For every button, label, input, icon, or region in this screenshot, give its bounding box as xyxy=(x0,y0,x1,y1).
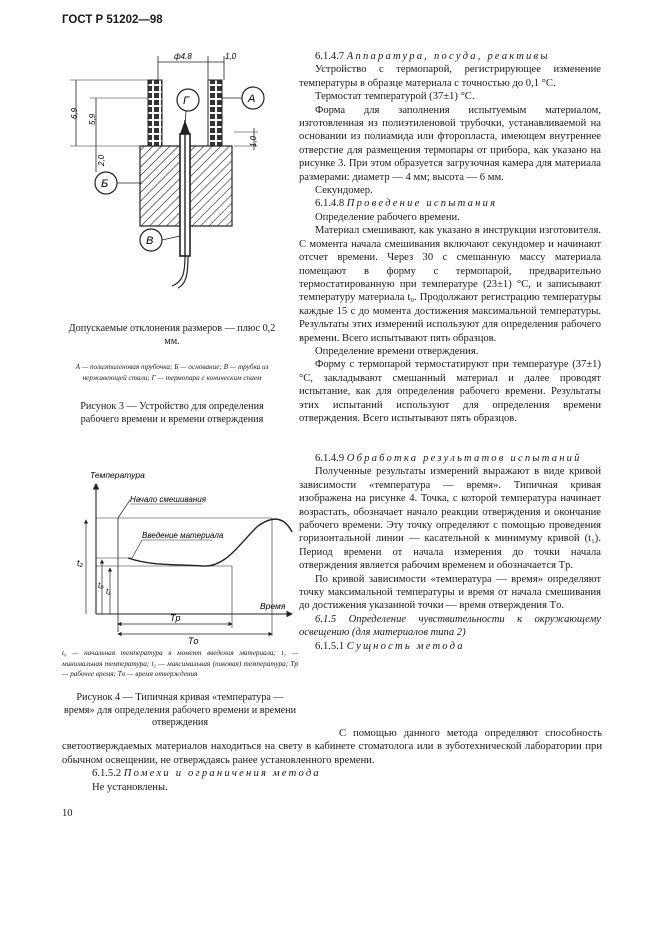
label-a: А xyxy=(248,93,256,105)
label-t0: t₀ xyxy=(98,581,104,590)
paragraph: По кривой зависимости «температура — время» определяют точку максимальной температуры и время от начала смешивания до достижения указанной точки — время отверждения Tо. xyxy=(299,573,601,612)
figure-4-legend: t₀ — начальная температура в момент введения материала; t₁ — минимальная температура; t₂ — максимальная (пиковая) температура; Tр — рабочее время; Tо — время отверждения xyxy=(62,649,298,678)
paragraph: Полученные результаты измерений выражают в виде кривой зависимости «температура — время». Типичная кривая изображена на рисунке 4. Точка, с которой температура начинает возрастать, обозначает начало реакции отверждения и окончание рабочего времени. Эту точку определяют с помощью проведения горизонтальной линии — касательной к минимуму кривой (t₁). Период времени от начала измерения до точки начала отверждения является рабочим временем и обозначается Tр. xyxy=(299,466,601,572)
label-b: Б xyxy=(101,178,109,190)
dim-total-height: 6,9 xyxy=(70,107,79,119)
label-g: Г xyxy=(183,95,189,107)
figure-3-legend: А — полиэтиленовая трубочка; Б — основание; В — трубка из нержавеющей стали; Г — термопара с коническим спаем xyxy=(75,363,269,382)
page-number: 10 xyxy=(62,808,73,819)
temperature-curve xyxy=(128,519,292,566)
polyethylene-tube-right xyxy=(208,80,222,146)
label-t2: t₂ xyxy=(77,558,83,568)
dim-wall: 1,0 xyxy=(225,52,237,61)
paragraph: Форму с термопарой термостатируют при температуре (37±1) °С, закладывают смешанный материал и далее проводят испытание, как для определения рабочего времени. Результаты этих испытаний используют для определения времени отверждения. Всего испытывают пять образцов. xyxy=(299,359,601,424)
start-mixing-label: Начало смешивания xyxy=(130,495,206,504)
section-title: Обработка результатов испытаний xyxy=(346,453,582,464)
paragraph: Определение времени отверждения. xyxy=(315,345,479,357)
section-number: 6.1.4.9 xyxy=(315,453,345,464)
paragraph: Термостат температурой (37±1) °С. xyxy=(315,91,475,103)
figure-3-caption: Рисунок 3 — Устройство для определения рабочего времени и времени отверждения xyxy=(80,401,264,425)
paragraph: Определение рабочего времени. xyxy=(315,211,460,223)
section-title: Проведение испытания xyxy=(346,198,498,210)
section-6151-body xyxy=(62,727,602,794)
dim-offset: 1,0 xyxy=(249,135,258,147)
paragraph: Форма для заполнения испытуемым материалом, изготовленная из полиэтиленовой трубочки, устанавливаемой на основании из полиамида или фторопласта, имеющем внутреннее отверстие для размещения термопары от прибора, как указано на рисунке 3. При этом образуется загрузочная камера для материала размерами: диаметр — 4 мм; высота — 6 мм. xyxy=(299,104,601,183)
section-number: 6.1.4.8 xyxy=(315,198,345,210)
figure-3-device-drawing xyxy=(62,50,292,290)
label-to: Tо xyxy=(188,636,199,646)
section-number: 6.1.5.1 xyxy=(315,640,345,652)
section-title-615: 6.1.5 Определение чувствительности к окружающему освещению (для материалов типа 2) xyxy=(299,613,601,639)
figure-4-temperature-curve xyxy=(62,466,302,646)
base-left xyxy=(140,146,180,226)
section-6147 xyxy=(299,50,601,425)
dim-diameter: ф4,8 xyxy=(174,52,192,61)
paragraph: Материал смешивают, как указано в инструкции изготовителя. С момента начала смешивания включают секундомер и начинают отсчет времени. Через 30 с смешанную массу материала помещают в форму с термопарой, предварительно термостатированную при температуре (23±1) °С, и записывают температуру материала t₀. Продолжают регистрацию температуры каждые 15 с до момента достижения максимальной температуры. Результаты этих измерений используют для определения рабочего времени. Всего испытывают пять образцов. xyxy=(299,225,601,344)
section-number: 6.1.4.7 xyxy=(315,51,345,62)
section-title: Сущность метода xyxy=(346,640,465,652)
label-t1: t₁ xyxy=(106,587,111,596)
section-number: 6.1.5.2 xyxy=(92,768,122,780)
base-right xyxy=(190,146,232,226)
document-header: ГОСТ Р 51202—98 xyxy=(62,14,163,26)
section-6149 xyxy=(299,452,601,653)
dim-base-height: 2,0 xyxy=(97,154,106,166)
polyethylene-tube-left xyxy=(148,80,162,146)
figure-3-tolerance: Допускаемые отклонения размеров — плюс 0,2 мм. xyxy=(68,323,276,347)
figure-4-caption: Рисунок 4 — Типичная кривая «температура — время» для определения рабочего времени и времени отверждения xyxy=(63,692,297,729)
label-v: В xyxy=(146,235,154,247)
paragraph: Не установлены. xyxy=(92,781,168,793)
section-title: Аппаратура, посуда, реактивы xyxy=(346,51,550,62)
paragraph: Устройство с термопарой, регистрирующее изменение температуры в образце материала с точностью до 0,1 °С. xyxy=(299,64,601,89)
dim-chamber-height: 5,9 xyxy=(88,113,97,125)
x-axis-label: Время xyxy=(260,601,286,611)
paragraph: С помощью данного метода определяют способность светоотверждаемых материалов находиться на свету в кабинете стоматолога или в зуботехнической лаборатории при обычном освещении, не отверждаясь ранее установленного времени. xyxy=(62,728,602,766)
section-title: Помехи и ограничения метода xyxy=(123,768,321,780)
y-axis-label: Температура xyxy=(90,470,145,480)
paragraph: Секундомер. xyxy=(315,185,373,197)
insert-label: Введение материала xyxy=(142,531,224,540)
label-tp: Tр xyxy=(170,613,181,623)
